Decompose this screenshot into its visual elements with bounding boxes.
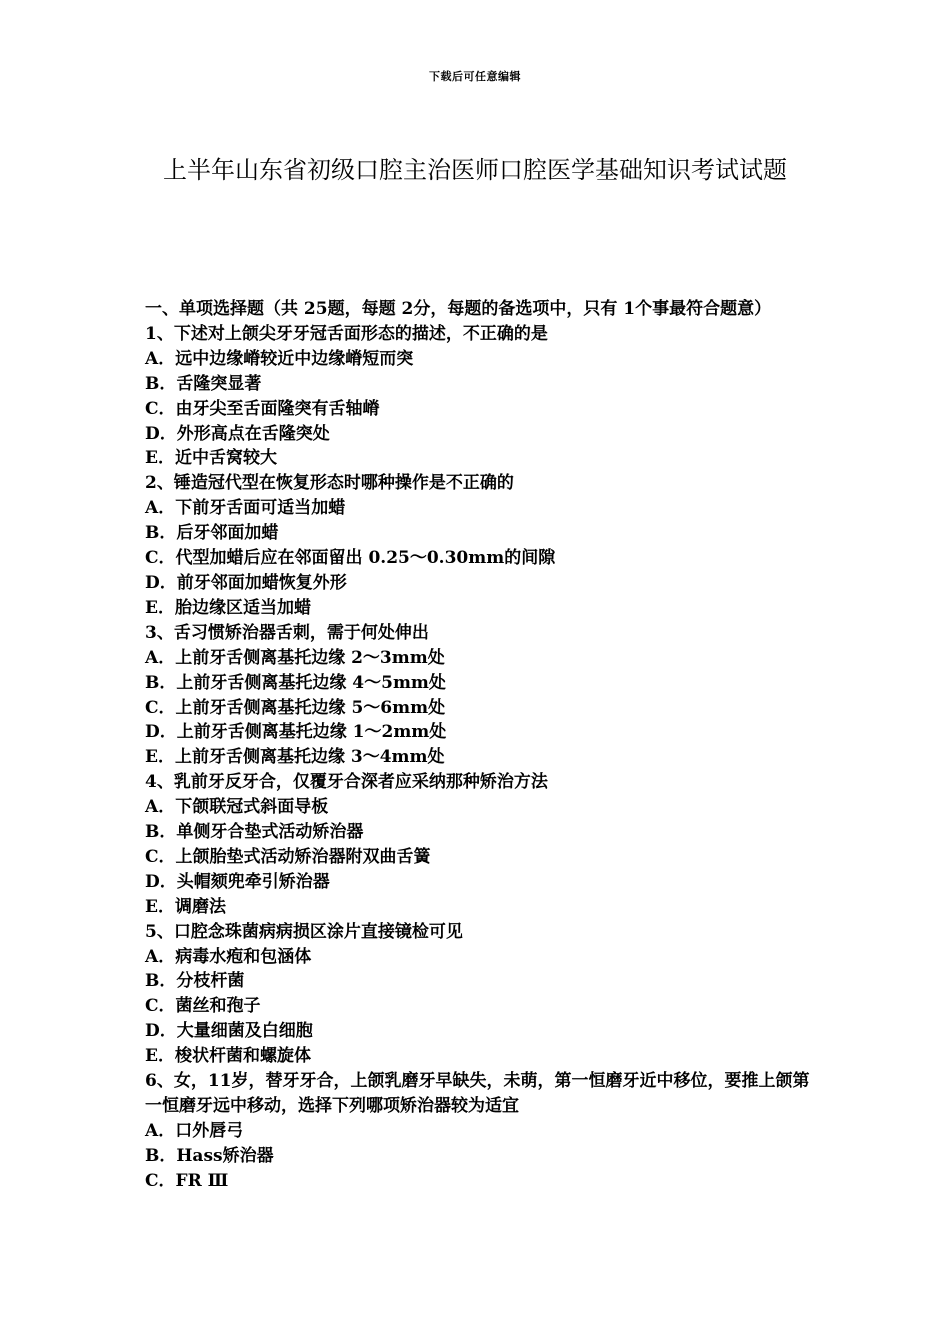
option-a: A．下颌联冠式斜面导板 <box>145 797 329 818</box>
option-c: C．菌丝和孢子 <box>145 996 261 1017</box>
option-d: D．前牙邻面加蜡恢复外形 <box>145 572 347 593</box>
question-3 <box>145 621 810 770</box>
option-d: D．上前牙舌侧离基托边缘 1～2mm处 <box>145 722 447 743</box>
option-a: A．远中边缘嵴较近中边缘嵴短而突 <box>145 348 414 369</box>
question-stem: 1、下述对上颌尖牙牙冠舌面形态的描述，不正确的是 <box>145 323 548 344</box>
option-b: B．舌隆突显著 <box>145 373 262 394</box>
option-a: A．上前牙舌侧离基托边缘 2～3mm处 <box>145 647 445 668</box>
question-stem: 5、口腔念珠菌病病损区涂片直接镜检可见 <box>145 921 463 942</box>
option-c: C．代型加蜡后应在邻面留出 0.25～0.30mm的间隙 <box>145 548 556 569</box>
option-a: A．下前牙舌面可适当加蜡 <box>145 498 346 519</box>
page-title: 上半年山东省初级口腔主治医师口腔医学基础知识考试试题 <box>163 156 787 184</box>
option-a: A．病毒水疱和包涵体 <box>145 946 312 967</box>
option-e: E．近中舌窝较大 <box>145 448 277 469</box>
section-heading: 一、单项选择题（共 25题，每题 2分，每题的备选项中，只有 1个事最符合题意） <box>145 299 772 319</box>
question-1 <box>145 322 810 471</box>
document-body <box>145 297 810 1194</box>
option-e: E．胎边缘区适当加蜡 <box>145 597 311 618</box>
option-b: B．后牙邻面加蜡 <box>145 523 279 544</box>
header-note: 下载后可任意编辑 <box>429 70 521 83</box>
question-stem: 3、舌习惯矫治器舌刺，需于何处伸出 <box>145 622 429 643</box>
option-d: D．头帽颏兜牵引矫治器 <box>145 871 330 892</box>
question-stem: 6、女，11岁，替牙牙合，上颌乳磨牙早缺失，未萌，第一恒磨牙近中移位，要推上颌第一恒磨牙远中移动，选择下列哪项矫治器较为适宜 <box>145 1071 810 1116</box>
option-c: C．上颌胎垫式活动矫治器附双曲舌簧 <box>145 846 431 867</box>
question-4 <box>145 770 810 919</box>
option-c: C．由牙尖至舌面隆突有舌轴嵴 <box>145 398 380 419</box>
option-d: D．大量细菌及白细胞 <box>145 1021 313 1042</box>
question-5 <box>145 920 810 1069</box>
option-e: E．上前牙舌侧离基托边缘 3～4mm处 <box>145 747 445 768</box>
option-a: A．口外唇弓 <box>145 1120 244 1141</box>
option-c: C．FR Ⅲ <box>145 1170 229 1191</box>
option-b: B．Hass矫治器 <box>145 1145 274 1166</box>
option-b: B．分枝杆菌 <box>145 971 245 992</box>
option-e: E．梭状杆菌和螺旋体 <box>145 1046 311 1067</box>
question-stem: 4、乳前牙反牙合，仅覆牙合深者应采纳那种矫治方法 <box>145 772 548 793</box>
question-stem: 2、锤造冠代型在恢复形态时哪种操作是不正确的 <box>145 473 514 494</box>
question-6 <box>145 1069 810 1194</box>
option-d: D．外形高点在舌隆突处 <box>145 423 330 444</box>
option-c: C．上前牙舌侧离基托边缘 5～6mm处 <box>145 697 446 718</box>
question-2 <box>145 471 810 620</box>
option-b: B．单侧牙合垫式活动矫治器 <box>145 822 364 843</box>
option-b: B．上前牙舌侧离基托边缘 4～5mm处 <box>145 672 446 693</box>
option-e: E．调磨法 <box>145 896 226 917</box>
